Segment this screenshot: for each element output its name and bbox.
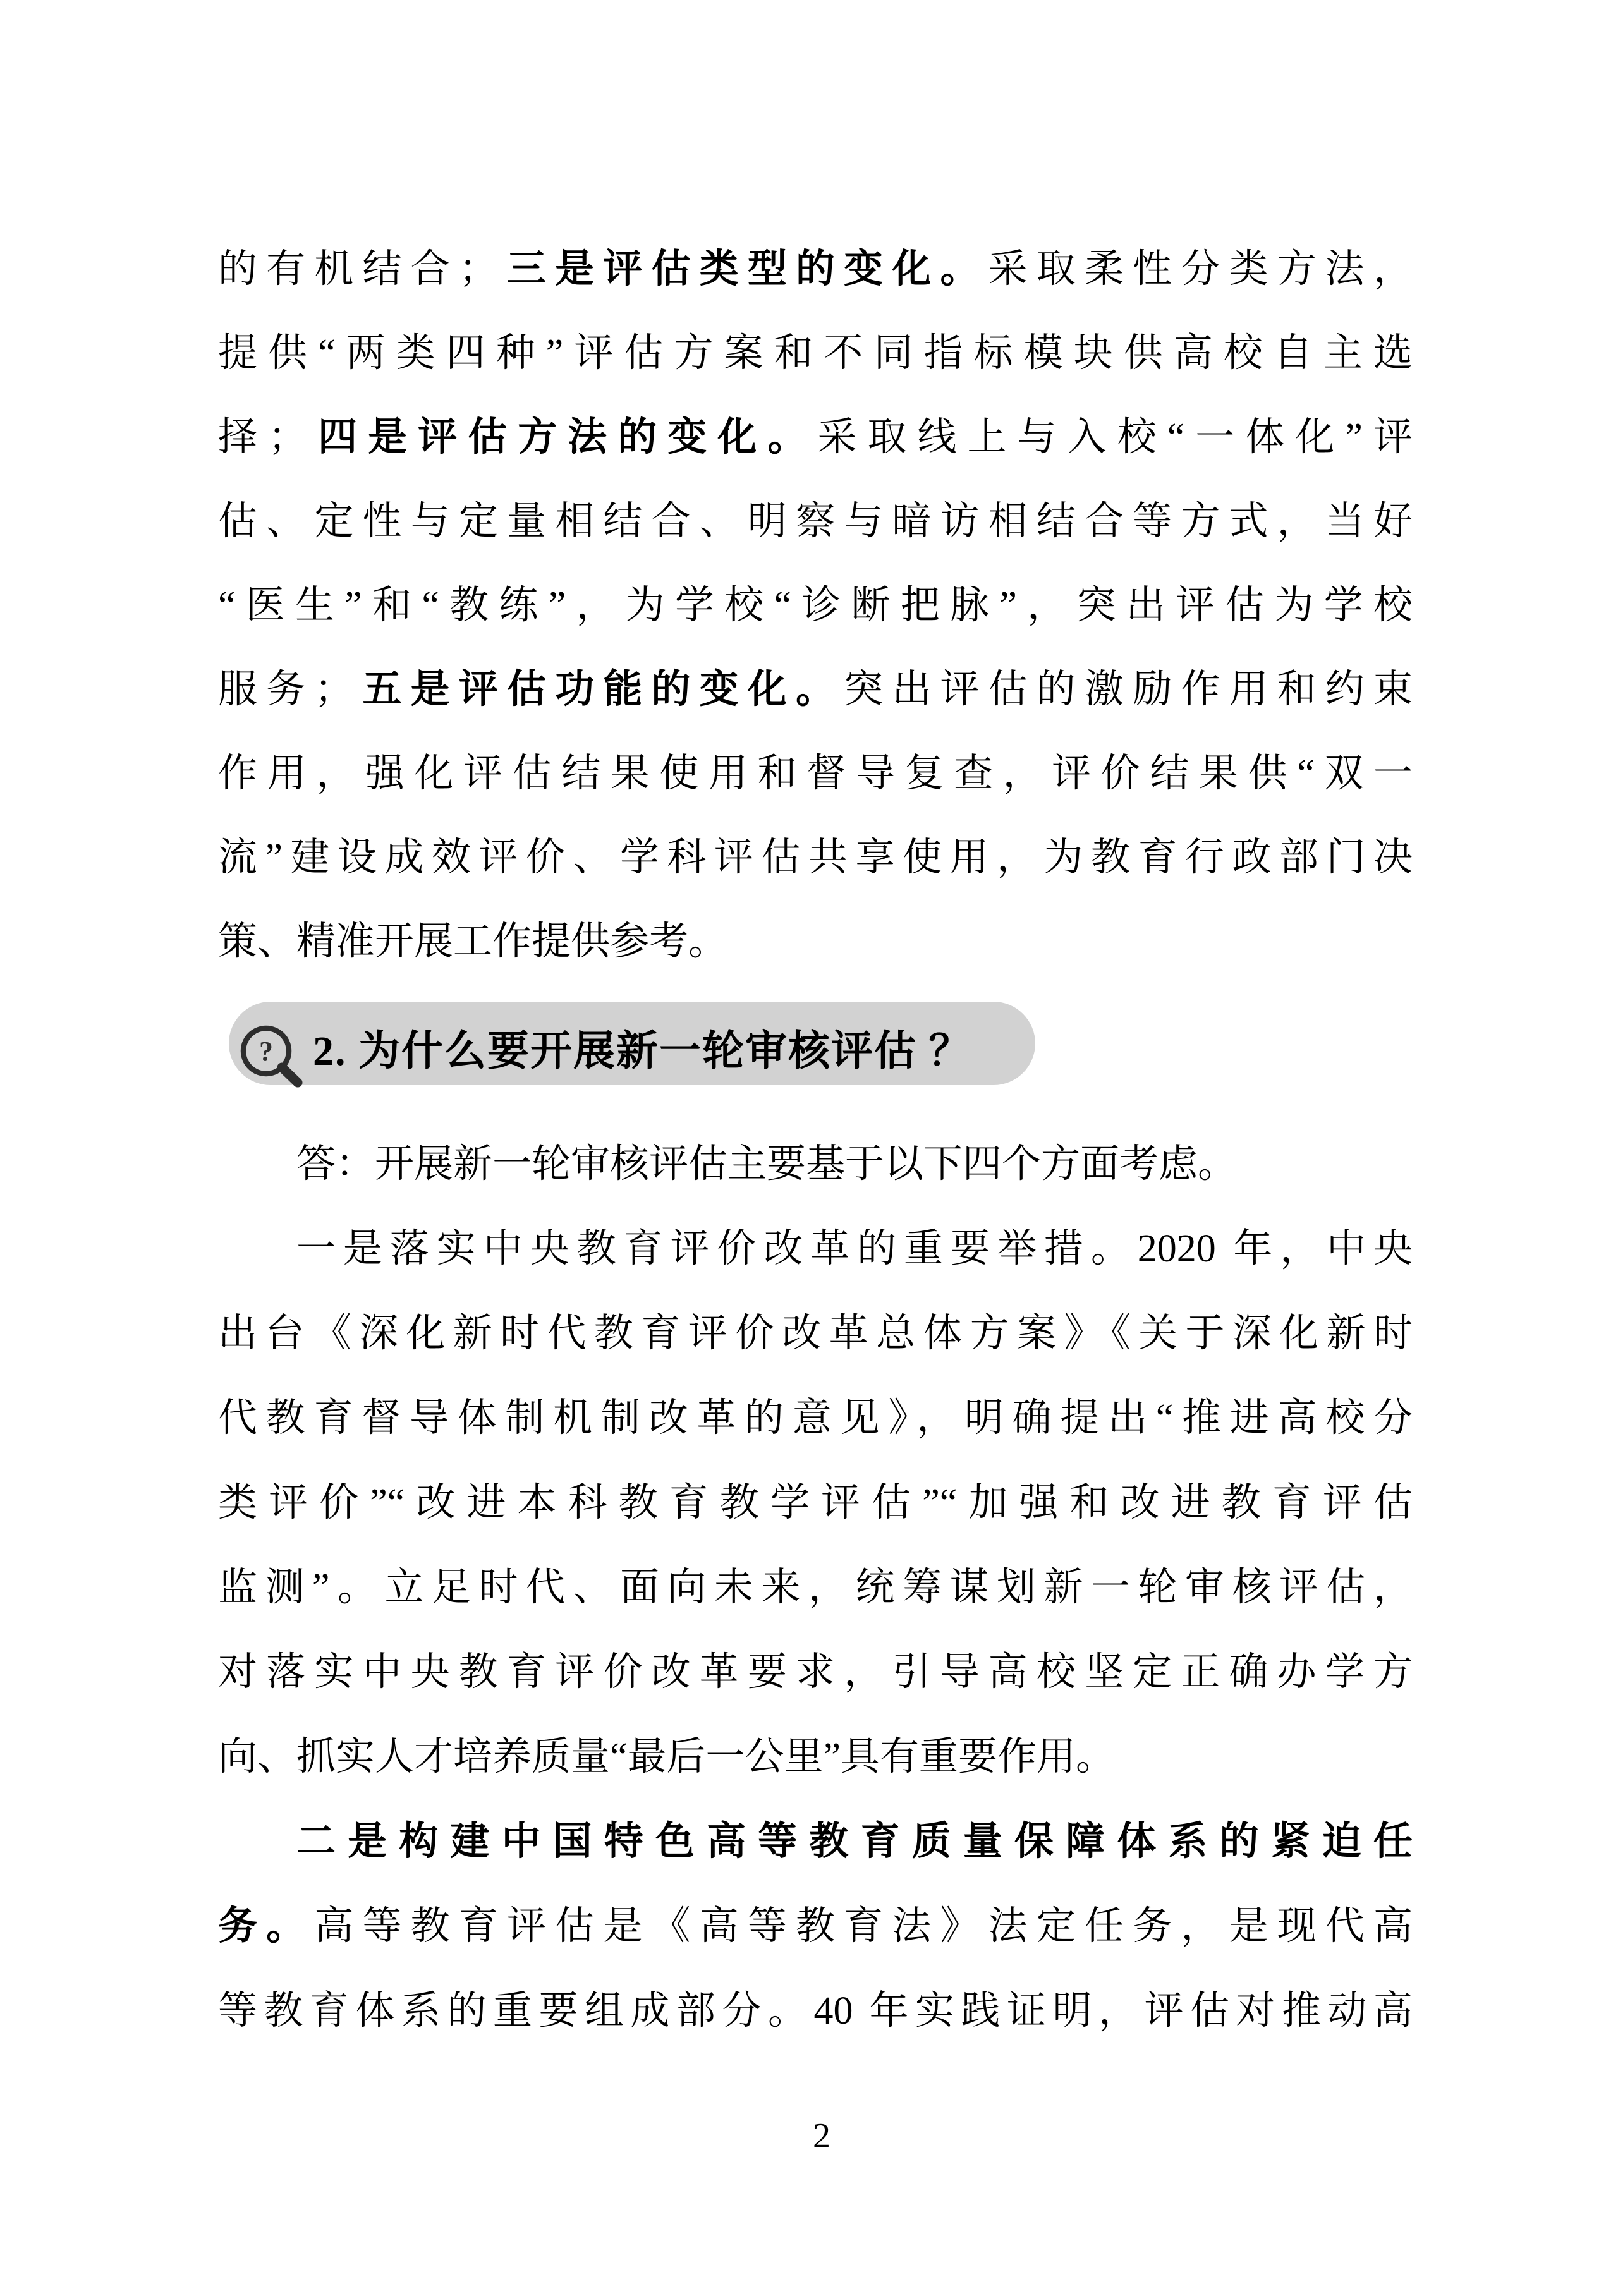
text-segment: 出台《深化新时代教育评价改革总体方案》《关于深化新时 bbox=[218, 1312, 1413, 1355]
paragraph-block-main bbox=[218, 1122, 1413, 2053]
text-segment: 等教育体系的重要组成部分。40 年实践证明，评估对推动高 bbox=[218, 1989, 1413, 2032]
text-segment: 流”建设成效评价、学科评估共享使用，为教育行政部门决 bbox=[218, 836, 1413, 879]
text-segment: 作用，强化评估结果使用和督导复查，评价结果供“双一 bbox=[218, 752, 1413, 795]
text-line bbox=[218, 1799, 1413, 1884]
text-line bbox=[218, 816, 1413, 900]
paragraph-block-top bbox=[218, 228, 1413, 984]
text-segment: 一是落实中央教育评价改革的重要举措。2020 年，中央 bbox=[296, 1227, 1413, 1270]
svg-text:?: ? bbox=[259, 1036, 273, 1067]
text-segment: 采取线上与入校“一体化”评 bbox=[817, 416, 1413, 459]
text-segment: 类评价”“改进本科教育教学评估”“加强和改进教育评估 bbox=[218, 1481, 1413, 1524]
text-segment: 估、定性与定量相结合、明察与暗访相结合等方式，当好 bbox=[218, 500, 1413, 543]
text-line bbox=[218, 1376, 1413, 1461]
text-line bbox=[218, 1969, 1413, 2053]
text-segment: 代教育督导体制机制改革的意见》，明确提出“推进高校分 bbox=[218, 1397, 1413, 1440]
text-segment: 向、抓实人才培养质量“最后一公里”具有重要作用。 bbox=[218, 1735, 1116, 1778]
text-segment: 采取柔性分类方法， bbox=[988, 248, 1413, 291]
page-number: 2 bbox=[813, 2117, 830, 2156]
text-segment: 高等教育评估是《高等教育法》法定任务，是现代高 bbox=[314, 1905, 1413, 1948]
text-line bbox=[218, 1291, 1413, 1376]
text-line bbox=[218, 396, 1413, 480]
text-line bbox=[218, 480, 1413, 564]
text-line bbox=[218, 1122, 1413, 1206]
text-line bbox=[218, 900, 1413, 984]
text-line bbox=[218, 1884, 1413, 1969]
text-line bbox=[218, 1461, 1413, 1545]
text-segment: 择； bbox=[218, 416, 308, 459]
bold-text-segment: 务。 bbox=[218, 1905, 315, 1948]
bold-text-segment: 三是评估类型的变化。 bbox=[497, 248, 988, 291]
text-line bbox=[218, 1545, 1413, 1630]
text-segment: 的有机结合； bbox=[218, 248, 498, 291]
text-segment: 监测”。立足时代、面向未来，统筹谋划新一轮审核评估， bbox=[218, 1566, 1413, 1609]
text-segment: “医生”和“教练”，为学校“诊断把脉”，突出评估为学校 bbox=[218, 584, 1413, 627]
bold-text-segment: 二是构建中国特色高等教育质量保障体系的紧迫任 bbox=[296, 1820, 1413, 1863]
text-line bbox=[218, 564, 1413, 648]
text-segment: 突出评估的激励作用和约束 bbox=[844, 668, 1413, 711]
text-segment: 策、精准开展工作提供参考。 bbox=[218, 920, 728, 963]
text-segment: 服务； bbox=[218, 668, 354, 711]
text-segment: 提供“两类四种”评估方案和不同指标模块供高校自主选 bbox=[218, 332, 1413, 375]
bold-text-segment: 四是评估方法的变化。 bbox=[307, 416, 818, 459]
text-line bbox=[218, 312, 1413, 396]
magnifier-question-icon bbox=[238, 1024, 307, 1094]
bold-text-segment: 五是评估功能的变化。 bbox=[353, 668, 844, 711]
text-line bbox=[218, 732, 1413, 816]
text-line bbox=[218, 228, 1413, 312]
text-line bbox=[218, 1715, 1413, 1799]
text-line bbox=[218, 648, 1413, 732]
question-banner bbox=[229, 1002, 1035, 1085]
text-segment: 对落实中央教育评价改革要求，引导高校坚定正确办学方 bbox=[218, 1651, 1413, 1694]
text-line bbox=[218, 1630, 1413, 1715]
question-banner-title: 2. 为什么要开展新一轮审核评估 ？ bbox=[313, 1028, 972, 1074]
text-line bbox=[218, 1206, 1413, 1291]
text-segment: 答：开展新一轮审核评估主要基于以下四个方面考虑。 bbox=[296, 1143, 1238, 1186]
